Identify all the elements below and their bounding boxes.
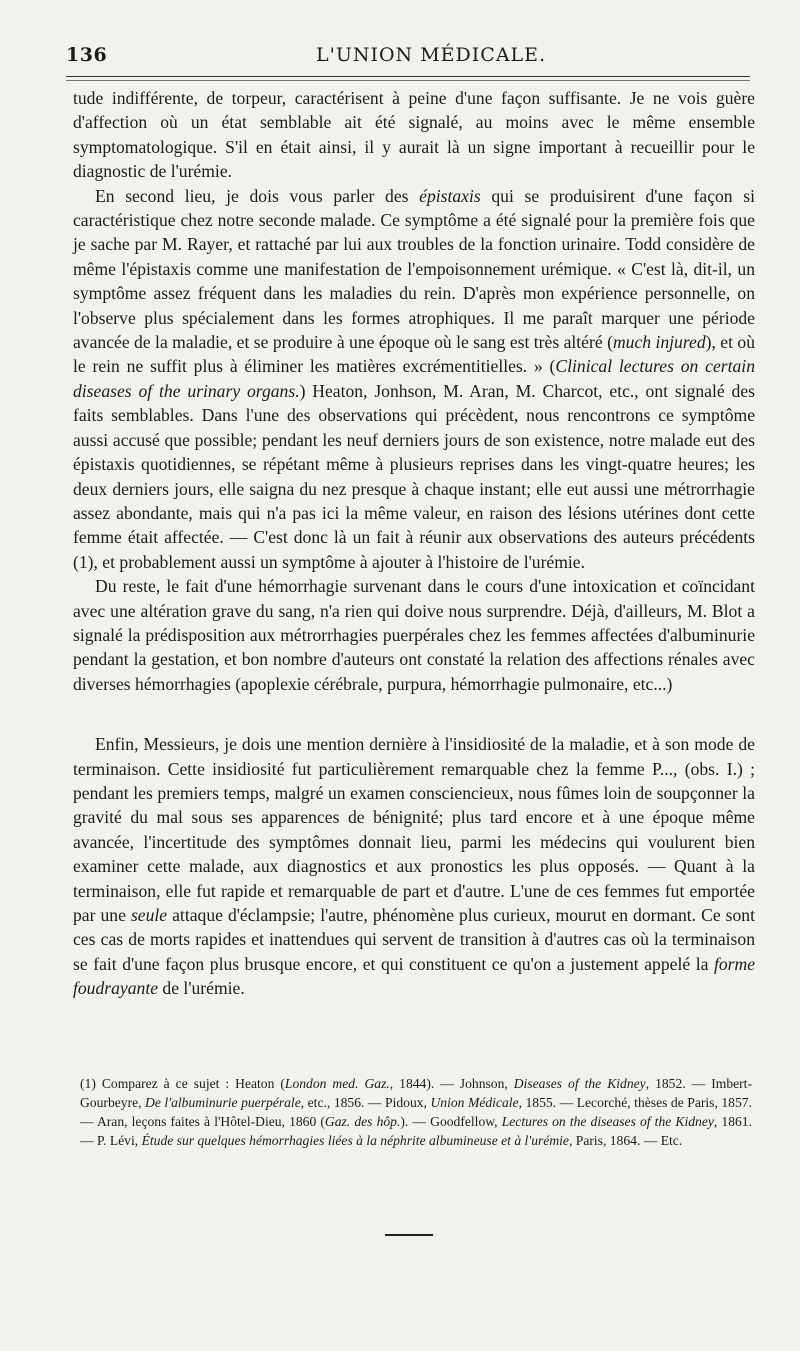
paragraph-1: tude indifférente, de torpeur, caractérisent à peine d'une façon suffisante. Je ne vois guère d'affection où un état semblable ait été signalé, au moins avec le même ensemble symptomatologique. S'il en était ainsi, il y aurait là un signe important à recueillir pour le diagnostic de l'urémie.: [73, 88, 755, 182]
paragraph-4: Enfin, Messieurs, je dois une mention dernière à l'insidiosité de la maladie, et à son mode de terminaison. Cette insidiosité fut particulièrement remarquable chez la femme P..., (obs. I.) ; pendant les premiers temps, malgré un examen consciencieux, nous fûmes loin de soupçonner la gravité du mal sous ses apparences de bénignité; plus tard encore et à une époque même avancée, l'incertitude des symptômes donnait lieu, parmi les médecins qui voulurent bien examiner cette malade, aux diagnostics et aux pronostics les plus opposés. — Quant à la terminaison, elle fut rapide et remarquable de part et d'autre. L'une de ces femmes fut emportée par une seule attaque d'éclampsie; l'autre, phénomène plus curieux, mourut en dormant. Ce sont ces cas de morts rapides et inattendues qui servent de transition à d'autres cas où la terminaison se fait d'une façon plus brusque encore, et qui constituent ce qu'on a justement appelé la forme foudrayante de l'urémie.: [73, 734, 755, 999]
emphasis-seule: seule: [130, 905, 168, 925]
body-text: [73, 86, 755, 1001]
citation-clinical-lectures: Clinical lectures on certain diseases of the urinary organs.: [73, 356, 755, 401]
emphasis-forme-foudrayante: forme foudrayante: [73, 953, 755, 999]
page-number: 136: [66, 44, 108, 66]
footnote-1: (1) Comparez à ce sujet : Heaton (London med. Gaz., 1844). — Johnson, Diseases of the Kidney, 1852. — Imbert-Gourbeyre, De l'albuminurie puerpérale, etc., 1856. — Pidoux, Union Médicale, 1855. — Lecorché, thèses de Paris, 1857. — Aran, leçons faites à l'Hôtel-Dieu, 1860 (Gaz. des hôp.). — Goodfellow, Lectures on the diseases of the Kidney, 1861. — P. Lévi, Étude sur quelques hémorrhagies liées à la néphrite albumineuse et à l'urémie, Paris, 1864. — Etc.: [80, 1076, 753, 1148]
running-title: L'UNION MÉDICALE.: [316, 44, 547, 66]
page-header: [66, 44, 750, 74]
emphasis-much-injured: much injured: [612, 332, 706, 353]
footnote: [80, 1074, 752, 1150]
closing-rule: [385, 1234, 433, 1236]
header-rule-thin: [66, 80, 750, 81]
header-rule: [66, 76, 750, 77]
paragraph-2: En second lieu, je dois vous parler des épistaxis qui se produisirent d'une façon si caractéristique chez notre seconde malade. Ce symptôme a été signalé pour la première fois que je sache par M. Rayer, et rattaché par lui aux troubles de la fonction urinaire. Todd considère de même l'épistaxis comme une manifestation de l'empoisonnement urémique. « C'est là, dit-il, un symptôme assez fréquent dans les maladies du rein. D'après mon expérience personnelle, on l'observe plus spécialement dans les formes atrophiques. Il me paraît marquer une période avancée de la maladie, et se produire à une époque où le sang est très altéré (much injured), et où le rein ne suffit plus à éliminer les matières excrémentitielles. » (Clinical lectures on certain diseases of the urinary organs.) Heaton, Jonhson, M. Aran, M. Charcot, etc., ont signalé des faits semblables. Dans l'une des observations qui précèdent, nous rencontrons ce symptôme aussi accusé que possible; pendant les neuf derniers jours de son existence, notre malade eut des épistaxis quotidiennes, se répétant même à plusieurs reprises dans les vingt-quatre heures; les deux derniers jours, elle saigna du nez presque à chaque instant; elle eut aussi une métrorrhagie assez abondante, mais qui n'a pas ici la même valeur, en raison des lésions utérines dont cette femme était affectée. — C'est donc là un fait à réunir aux observations des auteurs précédents (1), et probablement aussi un symptôme à ajouter à l'histoire de l'urémie.: [73, 185, 755, 572]
paragraph-3: Du reste, le fait d'une hémorrhagie survenant dans le cours d'une intoxication et coïncidant avec une altération grave du sang, n'a rien qui doive nous surprendre. Déjà, d'ailleurs, M. Blot a signalé la prédisposition aux métrorrhagies puerpérales chez les femmes affectées d'albuminurie pendant la gestation, et bon nombre d'auteurs ont constaté la relation des affections rénales avec diverses hémorrhagies (apoplexie cérébrale, purpura, hémorrhagie pulmonaire, etc...): [73, 576, 755, 694]
emphasis-epistaxis: épistaxis: [419, 185, 481, 206]
